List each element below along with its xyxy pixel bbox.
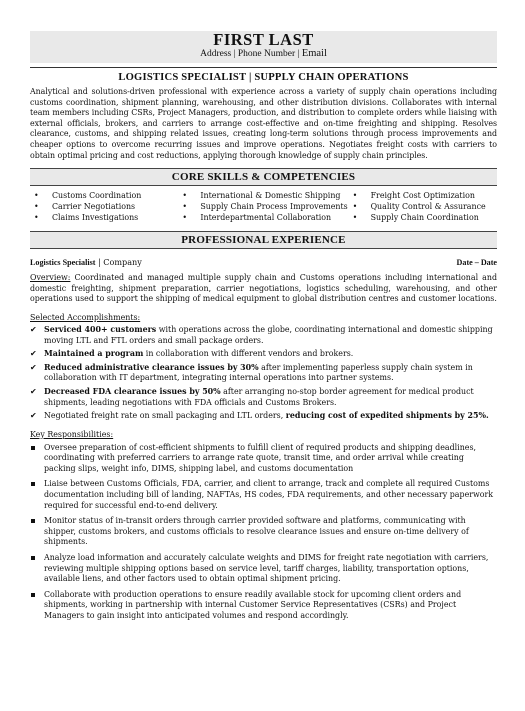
- accomplishments-heading: Selected Accomplishments:: [30, 312, 141, 322]
- overview-label: Overview:: [30, 273, 71, 283]
- skill-item: • Customs Coordination: [34, 191, 142, 201]
- skill-item: • International & Domestic Shipping: [182, 191, 341, 201]
- responsibility-item: Collaborate with production operations to ensure readily available stock for upcoming client orders and shipments, working in partnership with internal Customer Service Representatives (CSRs) and Project Managers to gain insight into anticipated volumes and respond accordingly.: [30, 590, 497, 622]
- skill-item: • Carrier Negotiations: [34, 202, 136, 212]
- checkmark-icon: ✔: [30, 349, 37, 359]
- checkmark-icon: ✔: [30, 386, 37, 396]
- bullet-icon: •: [352, 213, 358, 223]
- bullet-icon: •: [182, 213, 188, 223]
- checkmark-icon: ✔: [30, 324, 37, 334]
- skills-column-2: [178, 190, 348, 223]
- square-bullet-icon: [31, 446, 35, 450]
- checkmark-icon: ✔: [30, 411, 37, 421]
- bullet-icon: •: [34, 213, 39, 223]
- responsibility-item: Analyze load information and accurately calculate weights and DIMS for freight rate negotiation with carriers, reviewing multiple shipping options based on service level, tariff charges, liability, transportation options, available liens, and other factors used to obtain optimal shipment pricing.: [30, 553, 497, 585]
- job-title: LOGISTICS SPECIALIST | SUPPLY CHAIN OPERATIONS: [118, 72, 409, 83]
- skill-item: • Quality Control & Assurance: [352, 202, 486, 212]
- responsibilities-heading: Key Responsibilities:: [30, 429, 114, 439]
- resume-header: [30, 31, 497, 63]
- skill-item: • Supply Chain Process Improvements: [182, 202, 348, 212]
- accomplishment-item: ✔ Decreased FDA clearance issues by 50% after arranging no-stop border agreement for medical product shipments, leading negotiations with FDA officials and Customs Brokers.: [30, 386, 474, 407]
- bullet-icon: •: [34, 202, 39, 212]
- overview-text: Coordinated and managed multiple supply chain and Customs operations including international and domestic freighting, shipment preparation, carrier negotiations, logistics scheduling, warehousing, and other operations used to support the shipping of medical equipment to global distribution centres and customer locations.: [30, 273, 497, 304]
- accomplishment-item: ✔ Serviced 400+ customers with operations across the globe, coordinating international and domestic shipping moving LTL and FTL orders and small package orders.: [30, 324, 493, 345]
- resume-page: [0, 31, 525, 711]
- responsibility-item: Liaise between Customs Officials, FDA, carrier, and client to arrange, track and complete all required Customs documentation including bill of landing, NAFTAs, HS codes, FDA requirements, and other necessary paperwork required for successful end-to-end delivery.: [30, 479, 497, 511]
- bullet-icon: •: [352, 202, 358, 212]
- job-dates: Date – Date: [456, 258, 497, 268]
- candidate-name: FIRST LAST: [213, 30, 314, 49]
- skills-column-1: [30, 190, 178, 223]
- responsibility-item: Oversee preparation of cost-efficient shipments to fulfill client of required products and shipping deadlines, coordinating with preferred carriers to arrange rate quote, transit time, and order arrival while creating packing slips, weight info, DIMS, shipping label, and customs documentation: [30, 443, 497, 475]
- skill-item: • Interdepartmental Collaboration: [182, 213, 332, 223]
- bullet-icon: •: [182, 202, 188, 212]
- skills-heading: CORE SKILLS & COMPETENCIES: [30, 168, 497, 186]
- square-bullet-icon: [31, 593, 35, 597]
- job-entry-header: [30, 257, 497, 268]
- accomplishment-item: ✔ Reduced administrative clearance issues by 30% after implementing paperless supply chain system in collaboration with IT department, integrating internal operations into partner systems.: [30, 362, 473, 383]
- accomplishments-list: [30, 325, 497, 422]
- contact-line: [30, 48, 497, 60]
- skill-item: • Claims Investigations: [34, 213, 139, 223]
- job-overview: [30, 273, 497, 305]
- bullet-icon: •: [182, 191, 188, 201]
- bullet-icon: •: [34, 191, 39, 201]
- square-bullet-icon: [31, 519, 35, 523]
- job-company: | Company: [95, 257, 142, 268]
- skill-item: • Supply Chain Coordination: [352, 213, 479, 223]
- contact-details: Address | Phone Number |: [200, 49, 302, 59]
- experience-heading: PROFESSIONAL EXPERIENCE: [30, 231, 497, 249]
- accomplishment-item: ✔ Negotiated freight rate on small packaging and LTL orders, reducing cost of expedited shipments by 25%.: [30, 411, 489, 421]
- responsibilities-list: [30, 443, 497, 622]
- skills-list: [30, 190, 497, 223]
- email-text: Email: [301, 48, 327, 59]
- job-role: Logistics Specialist: [30, 258, 96, 268]
- accomplishment-item: ✔ Maintained a program in collaboration with different vendors and brokers.: [30, 349, 354, 359]
- square-bullet-icon: [31, 556, 35, 560]
- square-bullet-icon: [31, 482, 35, 486]
- bullet-icon: •: [352, 191, 358, 201]
- skill-item: • Freight Cost Optimization: [352, 191, 475, 201]
- skills-column-3: [349, 190, 497, 223]
- job-role-company: [30, 257, 142, 268]
- responsibility-item: Monitor status of in-transit orders through carrier provided software and platforms, communicating with shipper, customs brokers, and customs officials to resolve clearance issues and ensure on-time delivery of shipments.: [30, 516, 497, 548]
- checkmark-icon: ✔: [30, 362, 37, 372]
- title-divider: [30, 67, 497, 68]
- summary-paragraph: Analytical and solutions-driven professional with experience across a variety of supply chain operations including customs coordination, shipment planning, warehousing, and other distribution divisions. Collaborates with internal team members including CSRs, Project Managers, production, and distribution to complete orders while liaising with external officials, brokers, and carriers to arrange cost-effective and on-time freighting and shipping. Resolves clearance, customs, and shipping related issues, creating long-term solutions through process improvements and cheaper options to overcome recurring issues and improve operations. Negotiates freight costs with carriers to obtain optimal pricing and cost reductions, applying thorough knowledge of supply chain principles.: [30, 87, 497, 160]
